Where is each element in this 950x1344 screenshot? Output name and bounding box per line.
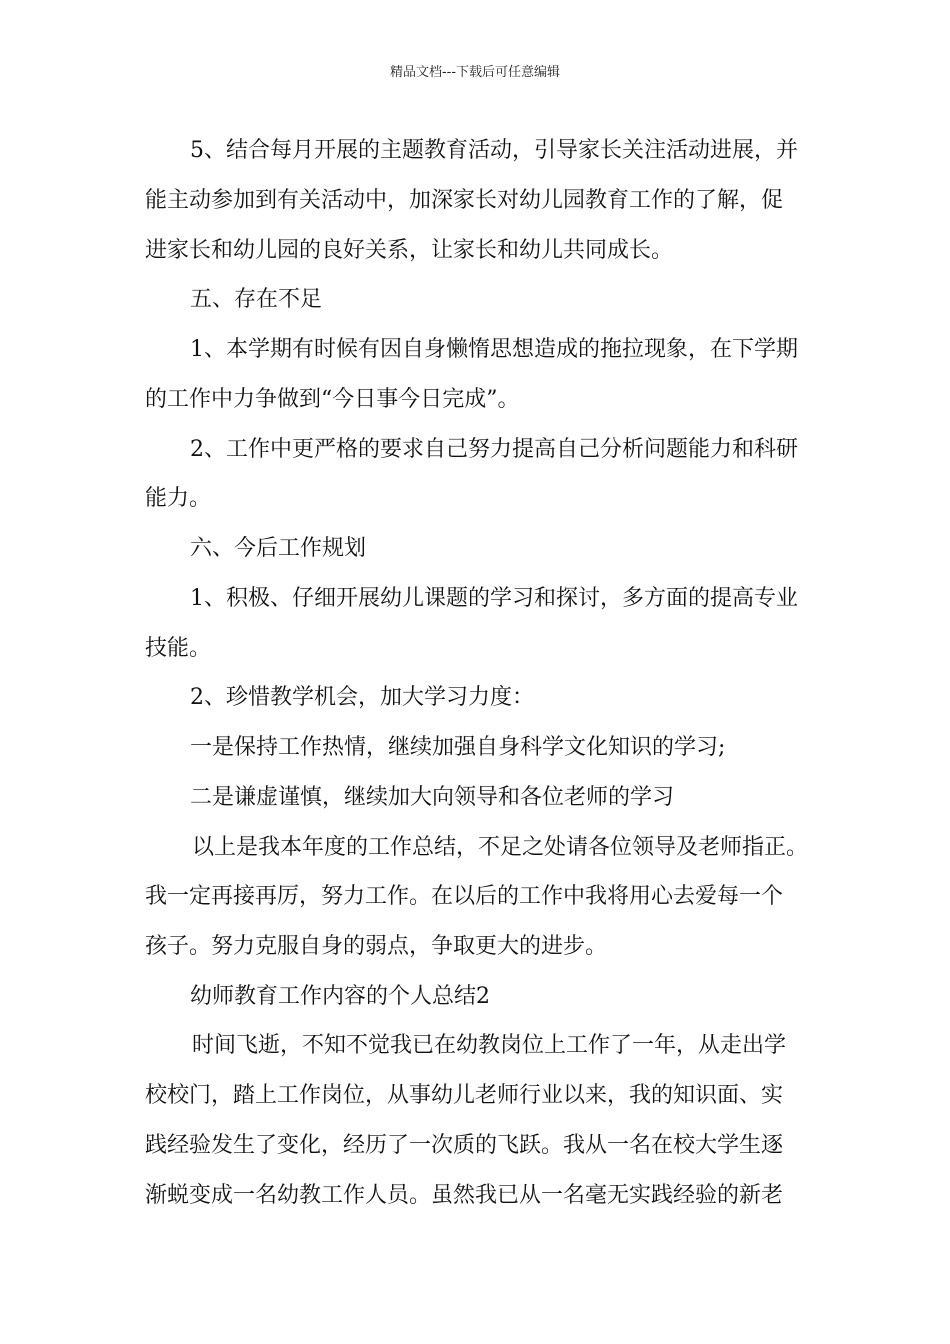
body-line-19: 时间飞逝，不知不觉我已在幼教岗位上工作了一年，从走出学: [192, 1033, 787, 1058]
body-line-16: 我一定再接再厉，努力工作。在以后的工作中我将用心去爱每一个: [145, 884, 784, 909]
body-line-12: 2、珍惜教学机会，加大学习力度：: [190, 685, 534, 710]
body-line-22: 渐蜕变成一名幼教工作人员。虽然我已从一名毫无实践经验的新老: [145, 1183, 784, 1208]
body-line-11: 技能。: [145, 636, 212, 661]
body-line-1: 5、结合每月开展的主题教育活动，引导家长关注活动进展，并: [190, 138, 798, 163]
body-line-10: 1、积极、仔细开展幼儿课题的学习和探讨，多方面的提高专业: [190, 586, 798, 611]
body-line-13: 一是保持工作热情，继续加强自身科学文化知识的学习;: [190, 735, 726, 760]
body-line-3: 进家长和幼儿园的良好关系，让家长和幼儿共同成长。: [145, 238, 674, 263]
body-line-17: 孩子。努力克服自身的弱点，争取更大的进步。: [145, 934, 608, 959]
body-line-6: 的工作中力争做到“今日事今日完成”。: [145, 387, 520, 412]
body-line-7: 2、工作中更严格的要求自己努力提高自己分析问题能力和科研: [190, 437, 798, 462]
body-line-2: 能主动参加到有关活动中，加深家长对幼儿园教育工作的了解，促: [145, 188, 784, 213]
body-line-5: 1、本学期有时候有因自身懒惰思想造成的拖拉现象，在下学期: [190, 337, 798, 362]
body-line-20: 校校门，踏上工作岗位，从事幼儿老师行业以来，我的知识面、实: [145, 1083, 784, 1108]
body-line-21: 践经验发生了变化，经历了一次质的飞跃。我从一名在校大学生逐: [145, 1133, 784, 1158]
page-header: 精品文档---下载后可任意编辑: [389, 65, 561, 80]
article-title: 幼师教育工作内容的个人总结2: [190, 984, 490, 1009]
section-heading-5: 五、存在不足: [190, 287, 323, 312]
body-line-15: 以上是我本年度的工作总结，不足之处请各位领导及老师指正。: [192, 835, 809, 860]
body-line-8: 能力。: [145, 486, 212, 511]
section-heading-6: 六、今后工作规划: [190, 536, 367, 561]
body-line-14: 二是谦虚谨慎，继续加大向领导和各位老师的学习: [190, 785, 675, 810]
